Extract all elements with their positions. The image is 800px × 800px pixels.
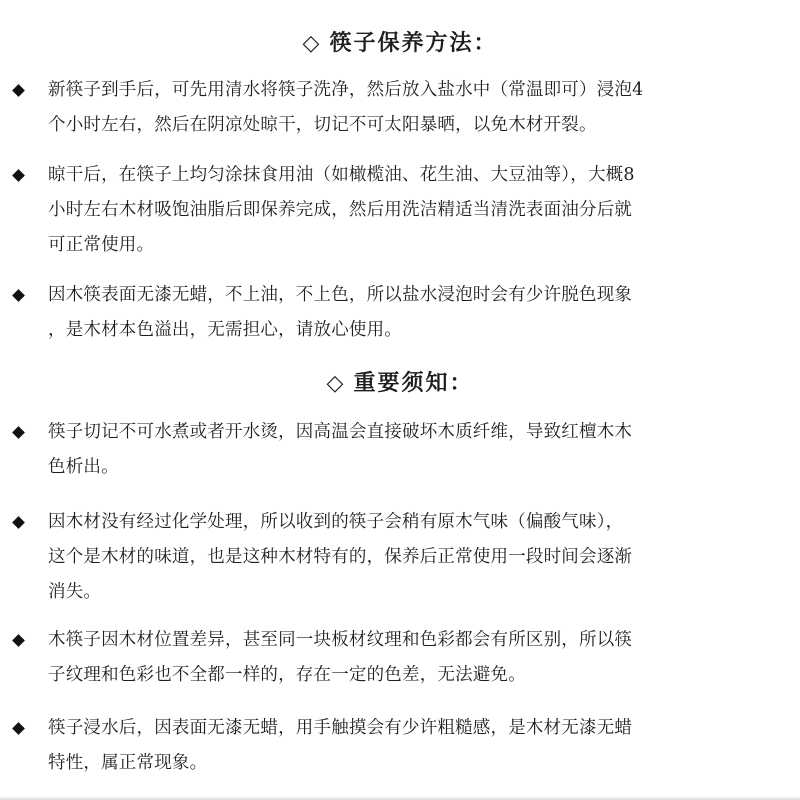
notice-item-text: [48, 415, 784, 485]
text-line: 这个是木材的味道，也是这种木材特有的，保养后正常使用一段时间会逐渐: [48, 547, 633, 567]
notice-section-title: [0, 368, 800, 399]
text-line: 个小时左右，然后在阴凉处晾干，切记不可太阳暴晒，以免木材开裂。: [48, 115, 597, 135]
text-line: 色析出。: [48, 457, 119, 477]
bullet-diamond-icon: [12, 722, 25, 735]
text-line: 特性，属正常现象。: [48, 753, 208, 773]
bullet-diamond-icon: [12, 84, 25, 97]
bullet-diamond-icon: [12, 516, 25, 529]
bullet-diamond-icon: [12, 426, 25, 439]
care-item-text: [48, 158, 784, 263]
text-line: 消失。: [48, 582, 102, 602]
care-item-text: [48, 278, 784, 348]
care-section-heading: 筷子保养方法：: [329, 30, 498, 56]
text-line: 筷子切记不可水煮或者开水烫，因高温会直接破坏木质纤维，导致红檀木木: [48, 422, 633, 442]
text-line: 因木材没有经过化学处理，所以收到的筷子会稍有原木气味（偏酸气味），: [48, 512, 624, 532]
bottom-edge-shadow: [0, 796, 800, 800]
diamond-outline-icon: ◇: [326, 371, 346, 396]
text-line: 晾干后，在筷子上均匀涂抹食用油（如橄榄油、花生油、大豆油等），大概8: [48, 165, 635, 185]
notice-item-text: [48, 711, 784, 781]
text-line: 子纹理和色彩也不全都一样的，存在一定的色差，无法避免。: [48, 665, 526, 685]
text-line: 新筷子到手后，可先用清水将筷子洗净，然后放入盐水中（常温即可）浸泡4: [48, 80, 644, 100]
care-section-title: [0, 28, 800, 59]
notice-item-text: [48, 505, 784, 610]
bullet-diamond-icon: [12, 169, 25, 182]
diamond-outline-icon: ◇: [302, 31, 322, 56]
bullet-diamond-icon: [12, 634, 25, 647]
text-line: 木筷子因木材位置差异，甚至同一块板材纹理和色彩都会有所区别，所以筷: [48, 630, 633, 650]
notice-item-text: [48, 623, 784, 693]
text-line: 筷子浸水后，因表面无漆无蜡，用手触摸会有少许粗糙感，是木材无漆无蜡: [48, 718, 633, 738]
bullet-diamond-icon: [12, 289, 25, 302]
care-item-text: [48, 73, 784, 143]
notice-section-heading: 重要须知：: [353, 370, 474, 396]
text-line: ，是木材本色溢出，无需担心，请放心使用。: [48, 320, 402, 340]
text-line: 可正常使用。: [48, 235, 155, 255]
text-line: 因木筷表面无漆无蜡，不上油，不上色，所以盐水浸泡时会有少许脱色现象: [48, 285, 633, 305]
text-line: 小时左右木材吸饱油脂后即保养完成，然后用洗洁精适当清洗表面油分后就: [48, 200, 633, 220]
